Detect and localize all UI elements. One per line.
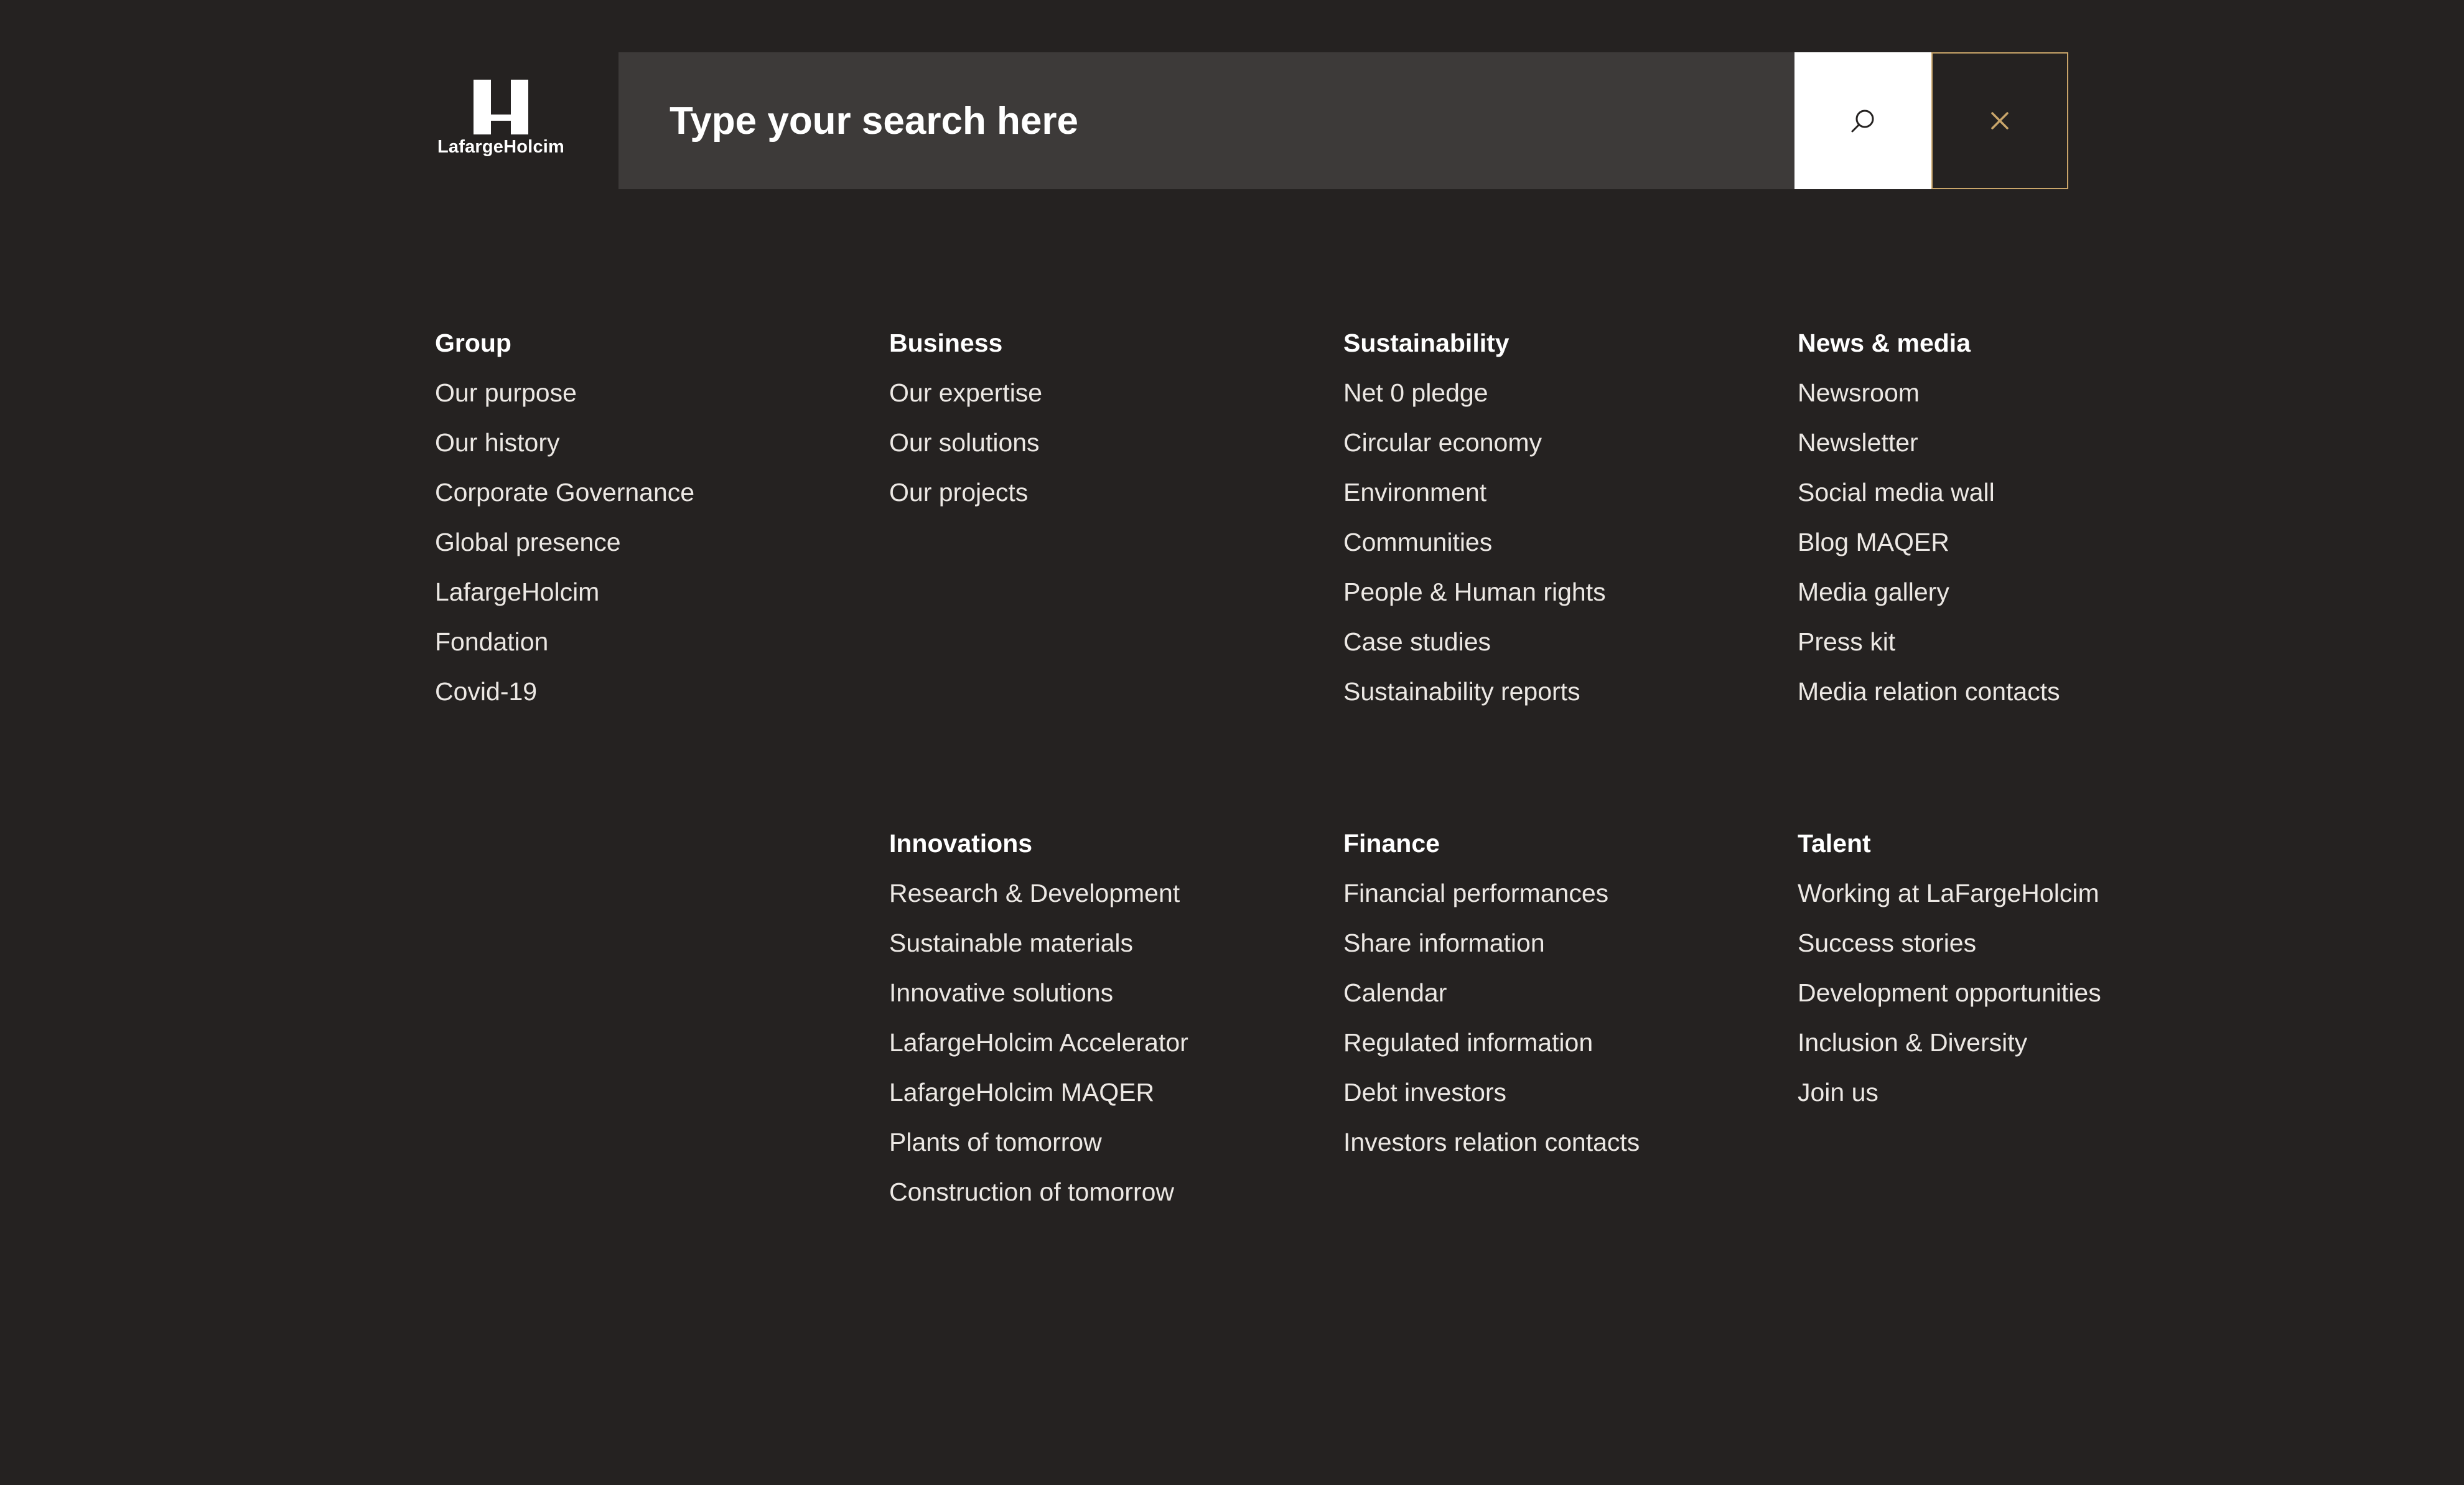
menu-link-investors-relation-contacts[interactable]: Investors relation contacts	[1343, 1128, 1640, 1156]
menu-heading-talent[interactable]: Talent	[1798, 829, 1871, 858]
menu-section-business	[889, 318, 1325, 517]
menu-link-media-relation-contacts[interactable]: Media relation contacts	[1798, 677, 2060, 706]
menu-link-innovative-solutions[interactable]: Innovative solutions	[889, 978, 1114, 1007]
menu-link-sustainable-materials[interactable]: Sustainable materials	[889, 929, 1133, 957]
menu-heading-finance[interactable]: Finance	[1343, 829, 1440, 858]
menu-section-group	[435, 318, 870, 716]
menu-link-research-development[interactable]: Research & Development	[889, 879, 1180, 907]
menu-section-finance	[1343, 818, 1779, 1167]
menu-link-regulated-information[interactable]: Regulated information	[1343, 1028, 1594, 1057]
logo-wordmark: LafargeHolcim	[437, 137, 565, 157]
menu-link-debt-investors[interactable]: Debt investors	[1343, 1078, 1507, 1107]
menu-link-financial-performances[interactable]: Financial performances	[1343, 879, 1609, 907]
menu-link-newsletter[interactable]: Newsletter	[1798, 428, 1918, 457]
menu-link-construction-of-tomorrow[interactable]: Construction of tomorrow	[889, 1178, 1175, 1206]
menu-link-fondation[interactable]: Fondation	[435, 627, 549, 656]
menu-link-media-gallery[interactable]: Media gallery	[1798, 578, 1949, 606]
close-icon	[1990, 111, 2009, 130]
menu-link-net-0-pledge[interactable]: Net 0 pledge	[1343, 378, 1488, 407]
menu-heading-business[interactable]: Business	[889, 329, 1003, 357]
menu-link-blog-maqer[interactable]: Blog MAQER	[1798, 528, 1949, 556]
menu-link-lafargeholcim-accelerator[interactable]: LafargeHolcim Accelerator	[889, 1028, 1188, 1057]
menu-heading-innovations[interactable]: Innovations	[889, 829, 1033, 858]
menu-link-covid-19[interactable]: Covid-19	[435, 677, 538, 706]
menu-link-development-opportunities[interactable]: Development opportunities	[1798, 978, 2101, 1007]
menu-link-press-kit[interactable]: Press kit	[1798, 627, 1896, 656]
menu-link-calendar[interactable]: Calendar	[1343, 978, 1447, 1007]
menu-heading-news-media[interactable]: News & media	[1798, 329, 1971, 357]
menu-link-our-projects[interactable]: Our projects	[889, 478, 1029, 507]
menu-heading-sustainability[interactable]: Sustainability	[1343, 329, 1510, 357]
search-input[interactable]	[618, 52, 1794, 189]
menu-link-our-expertise[interactable]: Our expertise	[889, 378, 1043, 407]
menu-section-innovations	[889, 818, 1325, 1217]
menu-link-working-at-lafargeholcim[interactable]: Working at LaFargeHolcim	[1798, 879, 2099, 907]
menu-link-our-solutions[interactable]: Our solutions	[889, 428, 1040, 457]
close-search-button[interactable]	[1931, 52, 2068, 189]
menu-link-our-history[interactable]: Our history	[435, 428, 560, 457]
menu-link-sustainability-reports[interactable]: Sustainability reports	[1343, 677, 1580, 706]
menu-link-social-media-wall[interactable]: Social media wall	[1798, 478, 1995, 507]
menu-link-circular-economy[interactable]: Circular economy	[1343, 428, 1542, 457]
menu-link-lafargeholcim[interactable]: LafargeHolcim	[435, 578, 600, 606]
menu-link-share-information[interactable]: Share information	[1343, 929, 1545, 957]
search-icon	[1849, 107, 1877, 134]
lh-monogram-icon	[472, 80, 530, 134]
search-bar	[618, 52, 1794, 189]
menu-link-corporate-governance[interactable]: Corporate Governance	[435, 478, 695, 507]
menu-section-sustainability	[1343, 318, 1779, 716]
menu-link-newsroom[interactable]: Newsroom	[1798, 378, 1920, 407]
menu-link-communities[interactable]: Communities	[1343, 528, 1493, 556]
menu-link-our-purpose[interactable]: Our purpose	[435, 378, 577, 407]
menu-section-news-media	[1798, 318, 2233, 716]
menu-heading-group[interactable]: Group	[435, 329, 511, 357]
search-button[interactable]	[1794, 52, 1931, 189]
menu-link-people-human-rights[interactable]: People & Human rights	[1343, 578, 1606, 606]
menu-link-environment[interactable]: Environment	[1343, 478, 1487, 507]
menu-link-lafargeholcim-maqer[interactable]: LafargeHolcim MAQER	[889, 1078, 1155, 1107]
menu-link-case-studies[interactable]: Case studies	[1343, 627, 1491, 656]
lafargeholcim-logo[interactable]	[435, 80, 567, 161]
menu-section-talent	[1798, 818, 2233, 1117]
menu-link-plants-of-tomorrow[interactable]: Plants of tomorrow	[889, 1128, 1102, 1156]
menu-link-join-us[interactable]: Join us	[1798, 1078, 1878, 1107]
menu-link-global-presence[interactable]: Global presence	[435, 528, 621, 556]
menu-link-inclusion-diversity[interactable]: Inclusion & Diversity	[1798, 1028, 2028, 1057]
menu-link-success-stories[interactable]: Success stories	[1798, 929, 1977, 957]
